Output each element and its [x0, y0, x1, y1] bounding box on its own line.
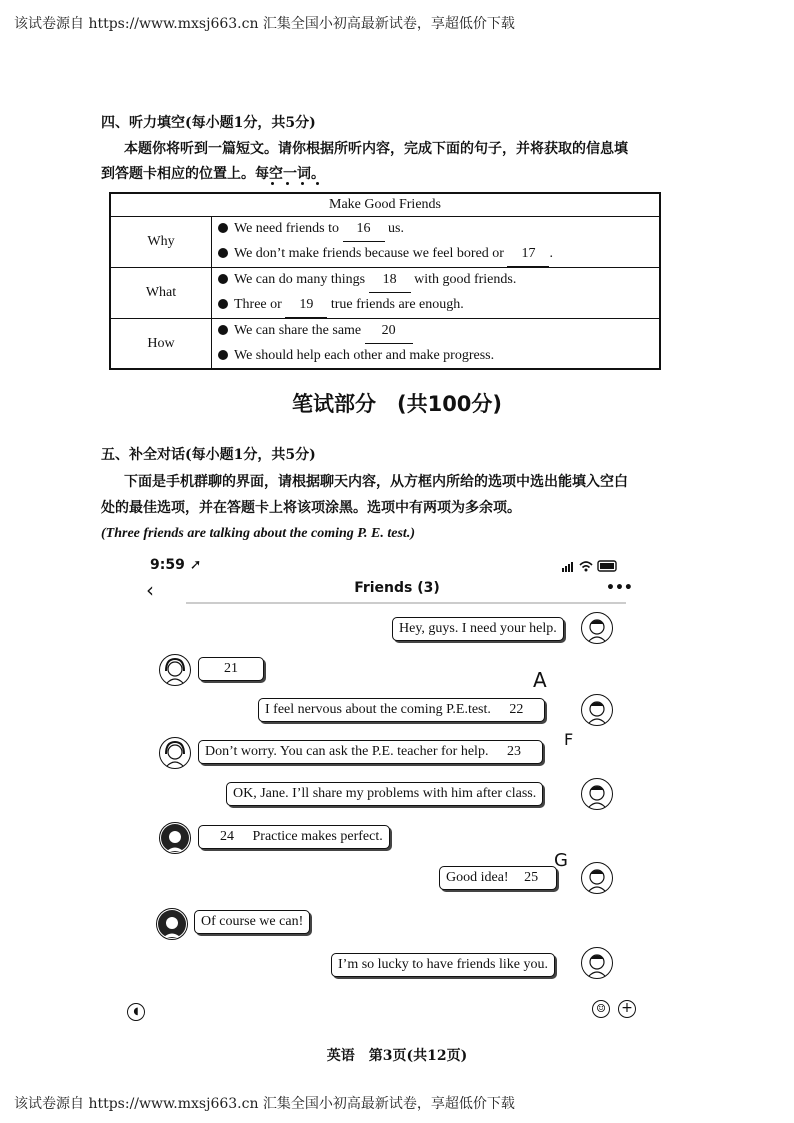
boy-avatar: [581, 862, 613, 894]
section4-instruction-line1: 本题你将听到一篇短文。请你根据所听内容，完成下面的句子，并将获取的信息填: [124, 141, 628, 157]
bullet-icon: [218, 325, 228, 335]
message-bubble: I’m so lucky to have friends like you.: [331, 953, 555, 977]
more-dots-icon[interactable]: •••: [606, 580, 633, 596]
bullet-icon: [218, 299, 228, 309]
answer-blank-24: 24: [205, 826, 249, 849]
message-bubble: 24 Practice makes perfect.: [198, 825, 390, 849]
handwritten-mark: A: [533, 668, 547, 692]
answer-blank-22: 22: [494, 699, 538, 722]
message-bubble: OK, Jane. I’ll share my problems with him after class.: [226, 782, 543, 806]
answer-blank-16: 16: [343, 217, 385, 242]
bullet-icon: [218, 274, 228, 284]
section4-title: 四、听力填空(每小题1分，共5分): [101, 115, 316, 131]
message-bubble: [198, 657, 264, 681]
section4-instruction-line2: 到答题卡相应的位置上。每空一词。: [101, 166, 325, 182]
answer-blank-25: 25: [512, 867, 550, 890]
category-how: How: [110, 319, 212, 370]
message-bubble: Good idea! 25: [439, 866, 557, 890]
answer-blank-23: 23: [492, 741, 536, 764]
category-why: Why: [110, 217, 212, 268]
section5-instruction-line1: 下面是手机群聊的界面，请根据聊天内容，从方框内所给的选项中选出能填入空白: [124, 474, 628, 490]
chevron-left-icon[interactable]: ‹: [146, 578, 154, 602]
listening-table: [109, 192, 661, 370]
add-icon[interactable]: +: [618, 1000, 636, 1018]
message-bubble: Don’t worry. You can ask the P.E. teacher for help. 23: [198, 740, 543, 764]
status-time: 9:59 ➚: [150, 557, 202, 573]
boy-avatar: [581, 612, 613, 644]
location-arrow-icon: ➚: [189, 557, 202, 573]
bullet-icon: [218, 248, 228, 258]
bullet-icon: [218, 350, 228, 360]
girl-avatar: [159, 737, 191, 769]
table-row: We can do many things 18 with good friends.: [212, 268, 661, 294]
boy-avatar: [581, 947, 613, 979]
table-row: We can share the same 20: [212, 319, 661, 345]
watermark-top: 该试卷源自 https://www.mxsj663.cn 汇集全国小初高最新试卷，享超低价下载: [14, 16, 515, 32]
boy2-avatar: [156, 908, 188, 940]
table-row: We don’t make friends because we feel bored or 17 .: [212, 242, 661, 268]
bullet-icon: [218, 223, 228, 233]
voice-icon[interactable]: ◖: [127, 1003, 145, 1021]
emphasis-dot: [286, 182, 289, 185]
header-divider: [186, 602, 626, 604]
page-footer: 英语 第3页(共12页): [326, 1048, 468, 1064]
handwritten-mark: G: [554, 850, 568, 871]
message-bubble: Hey, guys. I need your help.: [392, 617, 564, 641]
answer-blank-20: 20: [365, 319, 413, 344]
message-bubble: I feel nervous about the coming P.E.test. 22: [258, 698, 545, 722]
watermark-bottom: 该试卷源自 https://www.mxsj663.cn 汇集全国小初高最新试卷，享超低价下载: [14, 1096, 515, 1112]
table-row: Three or 19 true friends are enough.: [212, 293, 661, 319]
answer-blank-17: 17: [507, 242, 549, 267]
signal-icon: [560, 558, 620, 577]
dialogue-note: (Three friends are talking about the coming P. E. test.): [101, 526, 415, 541]
message-bubble: Of course we can!: [194, 910, 310, 934]
chat-title: Friends (3): [354, 580, 440, 596]
table-header: Make Good Friends: [110, 193, 660, 217]
category-what: What: [110, 268, 212, 319]
section5-instruction-line2: 处的最佳选项，并在答题卡上将该项涂黑。选项中有两项为多余项。: [101, 500, 521, 516]
emphasis-dot: [301, 182, 304, 185]
table-row: We need friends to 16 us.: [212, 217, 661, 243]
table-row: We should help each other and make progress.: [212, 344, 661, 369]
answer-blank-21: 21: [207, 658, 255, 681]
written-part-title: 笔试部分 (共100分): [291, 392, 503, 416]
emphasis-dot: [271, 182, 274, 185]
answer-blank-19: 19: [285, 293, 327, 318]
section5-title: 五、补全对话(每小题1分，共5分): [101, 447, 316, 463]
girl-avatar: [159, 654, 191, 686]
boy-avatar: [581, 694, 613, 726]
handwritten-mark: F: [564, 730, 574, 749]
boy-avatar: [581, 778, 613, 810]
answer-blank-18: 18: [369, 268, 411, 293]
emphasis-dot: [316, 182, 319, 185]
boy2-avatar: [159, 822, 191, 854]
emoji-icon[interactable]: ☺: [592, 1000, 610, 1018]
